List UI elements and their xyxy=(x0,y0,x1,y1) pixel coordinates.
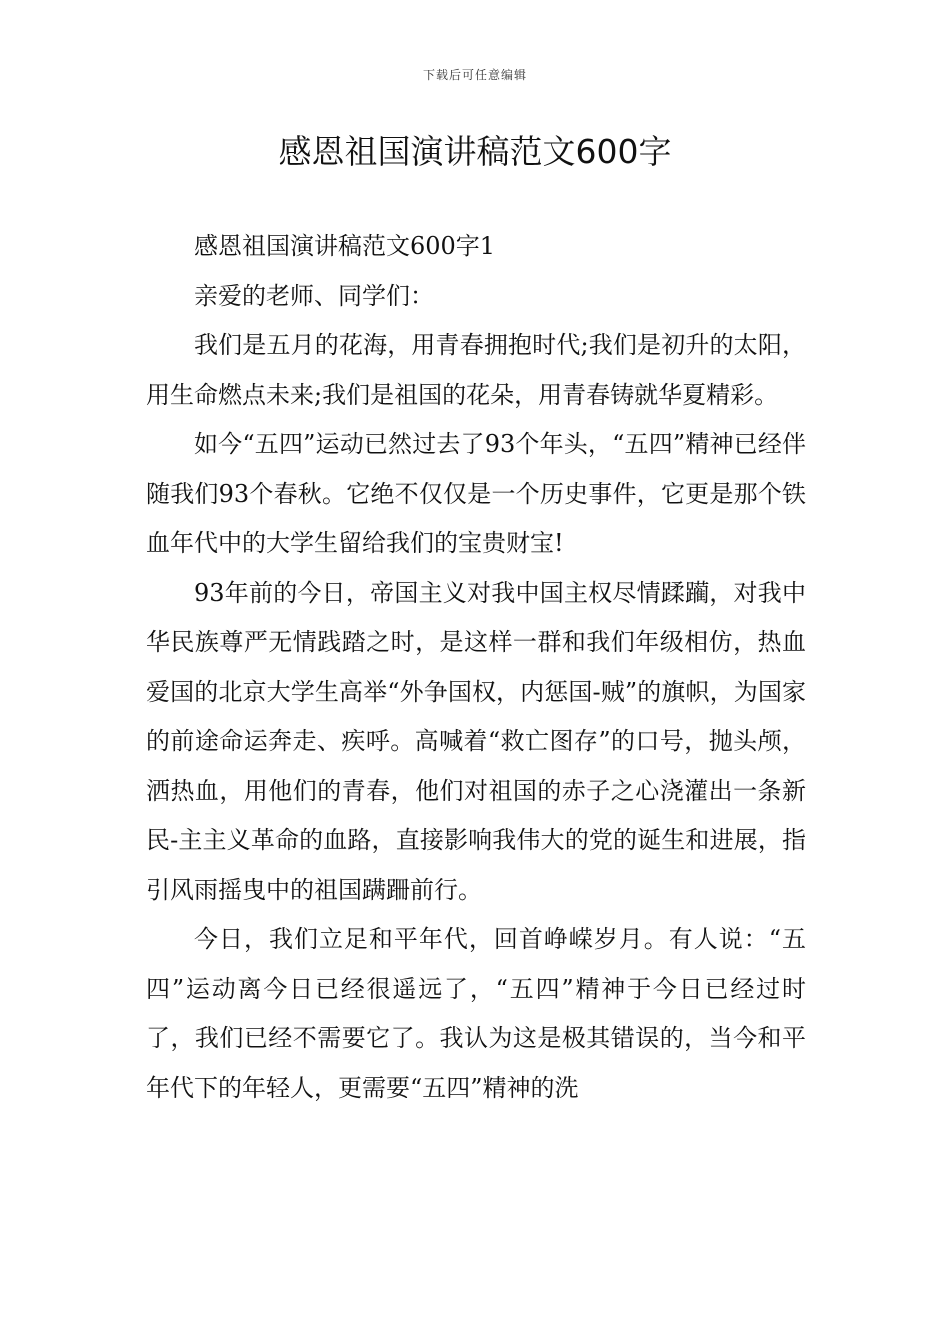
salutation: 亲爱的老师、同学们： xyxy=(194,281,434,310)
paragraph: 我们是五月的花海，用青春拥抱时代;我们是初升的太阳，用生命燃点未来;我们是祖国的花朵，用青春铸就华夏精彩。 xyxy=(146,331,806,409)
paragraph: 如今“五四”运动已然过去了93个年头，“五四”精神已经伴随我们93个春秋。它绝不仅仅是一个历史事件，它更是那个铁血年代中的大学生留给我们的宝贵财宝! xyxy=(146,430,806,557)
document-body xyxy=(146,222,806,1113)
header-note: 下载后可任意编辑 xyxy=(422,68,527,82)
document-title: 感恩祖国演讲稿范文600字 xyxy=(278,132,672,171)
section-heading: 感恩祖国演讲稿范文600字1 xyxy=(194,232,496,260)
paragraph: 93年前的今日，帝国主义对我中国主权尽情蹂躏，对我中华民族尊严无情践踏之时，是这样一群和我们年级相仿，热血爱国的北京大学生高举“外争国权，内惩国-贼”的旗帜，为国家的前途命运奔走、疾呼。高喊着“救亡图存”的口号，抛头颅，洒热血，用他们的青春，他们对祖国的赤子之心浇灌出一条新民-主主义革命的血路，直接影响我伟大的党的诞生和进展，指引风雨摇曳中的祖国蹒跚前行。 xyxy=(146,578,806,904)
paragraph: 今日，我们立足和平年代，回首峥嵘岁月。有人说：“五四”运动离今日已经很遥远了，“五四”精神于今日已经过时了，我们已经不需要它了。我认为这是极其错误的，当今和平年代下的年轻人，更需要“五四”精神的洗 xyxy=(146,925,806,1102)
